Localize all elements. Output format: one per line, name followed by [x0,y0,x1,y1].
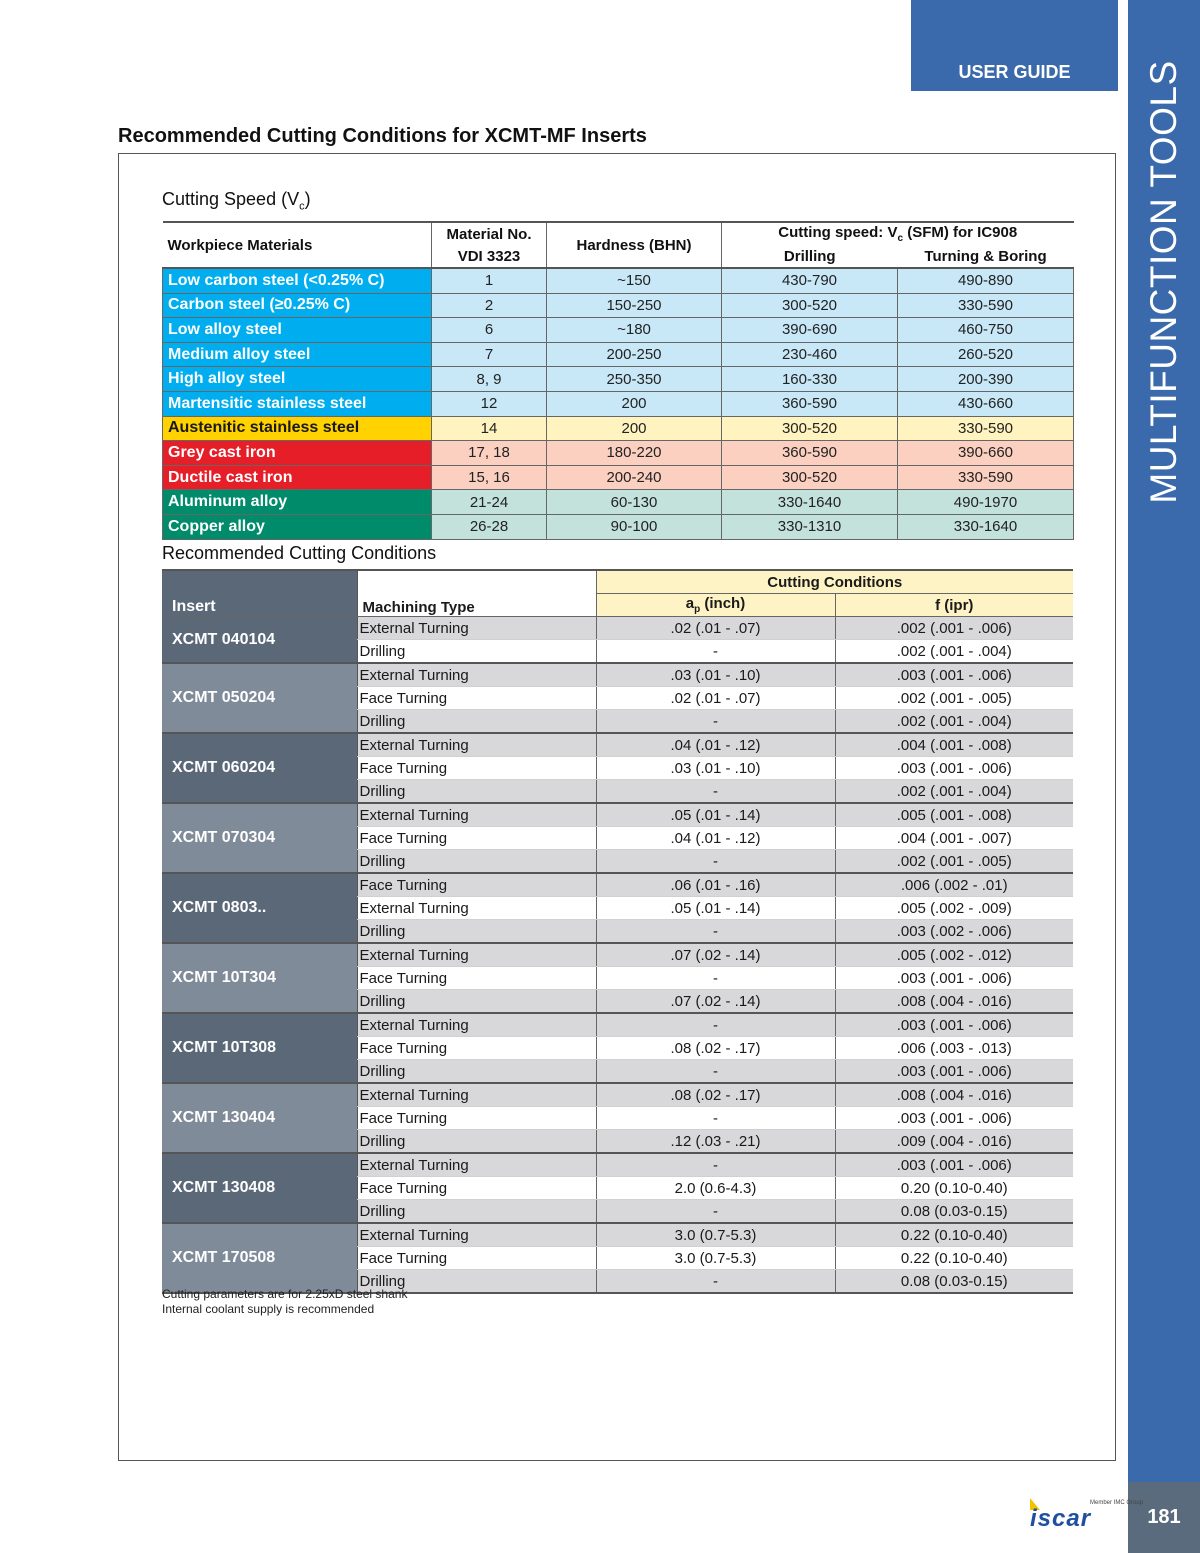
drilling-header: Drilling [722,245,898,268]
material-cell: Aluminum alloy [163,490,432,515]
condition-row [162,803,1073,827]
feed-cell: .004 (.001 - .008) [835,733,1073,757]
feed-cell: .004 (.001 - .007) [835,827,1073,850]
hardness-cell: 200 [547,416,722,441]
side-bar-label: MULTIFUNCTION TOOLS [1143,60,1184,504]
ap-cell: - [596,1060,835,1084]
insert-name-cell: XCMT 060204 [162,733,357,803]
machining-type-cell: External Turning [357,733,596,757]
feed-cell: .008 (.004 - .016) [835,1083,1073,1107]
drilling-speed-cell: 230-460 [722,342,898,367]
insert-name-cell: XCMT 10T308 [162,1013,357,1083]
ap-header: $a_p$ (inch) [596,594,835,617]
machining-type-cell: External Turning [357,1013,596,1037]
speed-row [163,416,1074,441]
logo-brand: iscar [1030,1505,1092,1532]
ap-cell: - [596,920,835,944]
condition-row [162,943,1073,967]
material-cell: Ductile cast iron [163,465,432,490]
material-no-cell: 8, 9 [432,367,547,392]
ap-cell: .04 (.01 - .12) [596,733,835,757]
machining-type-cell: Face Turning [357,1177,596,1200]
turning-speed-cell: 330-590 [898,416,1074,441]
machining-type-cell: Face Turning [357,1247,596,1270]
speed-row [163,342,1074,367]
page-number-label: 181 [1147,1506,1181,1528]
condition-row [162,1153,1073,1177]
insert-name-cell: XCMT 10T304 [162,943,357,1013]
ap-cell: - [596,1107,835,1130]
turning-speed-cell: 330-1640 [898,514,1074,539]
speed-row [163,268,1074,293]
feed-cell: .006 (.003 - .013) [835,1037,1073,1060]
header-tab [911,0,1118,91]
cutting-speed-table [162,221,1074,540]
hardness-cell: ~150 [547,268,722,293]
material-cell: Low alloy steel [163,318,432,343]
cutting-speed-header: Cutting speed: $V_c$ (SFM) for IC908 [722,222,1074,245]
ap-cell: - [596,850,835,874]
condition-row [162,1013,1073,1037]
material-no-header: Material No. [432,222,547,245]
workpiece-materials-header: Workpiece Materials [163,222,432,268]
drilling-speed-cell: 390-690 [722,318,898,343]
ap-cell: .07 (.02 - .14) [596,943,835,967]
hardness-cell: 200 [547,391,722,416]
material-no-cell: 21-24 [432,490,547,515]
ap-cell: - [596,1013,835,1037]
feed-cell: 0.22 (0.10-0.40) [835,1247,1073,1270]
drilling-speed-cell: 330-1640 [722,490,898,515]
feed-cell: .006 (.002 - .01) [835,873,1073,897]
feed-cell: .005 (.001 - .008) [835,803,1073,827]
material-cell: Carbon steel (≥0.25% C) [163,293,432,318]
header-tab-label: USER GUIDE [958,62,1071,82]
machining-type-header: Machining Type [357,594,596,617]
speed-row [163,318,1074,343]
speed-row [163,441,1074,466]
material-cell: High alloy steel [163,367,432,392]
hardness-cell: 60-130 [547,490,722,515]
machining-type-cell: Drilling [357,1130,596,1154]
material-cell: Copper alloy [163,514,432,539]
material-no-cell: 1 [432,268,547,293]
ap-cell: .05 (.01 - .14) [596,897,835,920]
ap-cell: - [596,1200,835,1224]
drilling-speed-cell: 360-590 [722,441,898,466]
hardness-cell: 250-350 [547,367,722,392]
ap-cell: .08 (.02 - .17) [596,1083,835,1107]
drilling-speed-cell: 430-790 [722,268,898,293]
footnote-coolant: Internal coolant supply is recommended [162,1302,375,1316]
feed-cell: .008 (.004 - .016) [835,990,1073,1014]
ap-cell: .03 (.01 - .10) [596,757,835,780]
insert-name-cell: XCMT 130408 [162,1153,357,1223]
material-no-cell: 17, 18 [432,441,547,466]
ap-cell: .03 (.01 - .10) [596,663,835,687]
hardness-cell: ~180 [547,318,722,343]
insert-header: Insert [162,594,357,617]
feed-cell: .003 (.001 - .006) [835,757,1073,780]
material-no-cell: 14 [432,416,547,441]
machining-type-cell: External Turning [357,1153,596,1177]
logo-tagline: Member IMC Group [1090,1500,1144,1506]
ap-cell: - [596,967,835,990]
feed-cell: .002 (.001 - .004) [835,780,1073,804]
feed-cell: .002 (.001 - .005) [835,687,1073,710]
page-number [1128,1482,1200,1553]
ap-cell: .04 (.01 - .12) [596,827,835,850]
machining-type-cell: Drilling [357,1060,596,1084]
speed-row [163,490,1074,515]
ap-cell: .08 (.02 - .17) [596,1037,835,1060]
vdi-header: VDI 3323 [432,245,547,268]
machining-type-cell: Face Turning [357,827,596,850]
speed-section-title: Cutting Speed $(V_c)$ [162,189,311,213]
condition-row [162,663,1073,687]
cutting-conditions-header: Cutting Conditions [596,570,1073,594]
insert-name-cell: XCMT 130404 [162,1083,357,1153]
hardness-cell: 90-100 [547,514,722,539]
insert-name-cell: XCMT 050204 [162,663,357,733]
feed-cell: 0.20 (0.10-0.40) [835,1177,1073,1200]
condition-row [162,1083,1073,1107]
machining-type-cell: Drilling [357,920,596,944]
turning-speed-cell: 430-660 [898,391,1074,416]
turning-speed-cell: 200-390 [898,367,1074,392]
ap-cell: - [596,780,835,804]
material-cell: Low carbon steel (<0.25% C) [163,268,432,293]
feed-cell: .005 (.002 - .012) [835,943,1073,967]
ap-cell: .02 (.01 - .07) [596,687,835,710]
ap-cell: - [596,640,835,664]
condition-row [162,617,1073,640]
turning-speed-cell: 330-590 [898,465,1074,490]
machining-type-cell: Drilling [357,710,596,734]
material-no-cell: 2 [432,293,547,318]
feed-cell: .003 (.001 - .006) [835,1013,1073,1037]
machining-type-cell: External Turning [357,1223,596,1247]
machining-type-cell: Face Turning [357,757,596,780]
hardness-cell: 200-240 [547,465,722,490]
machining-type-cell: External Turning [357,943,596,967]
drilling-speed-cell: 300-520 [722,416,898,441]
feed-cell: .002 (.001 - .004) [835,640,1073,664]
feed-cell: .003 (.001 - .006) [835,1060,1073,1084]
ap-cell: - [596,710,835,734]
drilling-speed-cell: 300-520 [722,465,898,490]
machining-type-cell: Face Turning [357,1107,596,1130]
insert-name-cell: XCMT 0803.. [162,873,357,943]
machining-type-cell: Drilling [357,780,596,804]
ap-cell: .12 (.03 - .21) [596,1130,835,1154]
feed-cell: .002 (.001 - .005) [835,850,1073,874]
machining-type-cell: Face Turning [357,1037,596,1060]
feed-cell: .003 (.002 - .006) [835,920,1073,944]
footnote-shank: Cutting parameters are for 2.25xD steel shank [162,1287,408,1301]
insert-name-cell: XCMT 170508 [162,1223,357,1293]
condition-row [162,733,1073,757]
feed-cell: 0.08 (0.03-0.15) [835,1200,1073,1224]
material-no-cell: 6 [432,318,547,343]
turning-speed-cell: 490-890 [898,268,1074,293]
feed-cell: .003 (.001 - .006) [835,967,1073,990]
turning-speed-cell: 330-590 [898,293,1074,318]
drilling-speed-cell: 160-330 [722,367,898,392]
turning-boring-header: Turning & Boring [898,245,1074,268]
material-no-cell: 12 [432,391,547,416]
hardness-cell: 200-250 [547,342,722,367]
feed-cell: .005 (.002 - .009) [835,897,1073,920]
machining-type-cell: Face Turning [357,873,596,897]
ap-cell: .02 (.01 - .07) [596,617,835,640]
machining-type-cell: External Turning [357,803,596,827]
material-cell: Medium alloy steel [163,342,432,367]
ap-cell: .06 (.01 - .16) [596,873,835,897]
feed-cell: 0.22 (0.10-0.40) [835,1223,1073,1247]
material-cell: Grey cast iron [163,441,432,466]
insert-name-cell: XCMT 040104 [162,617,357,664]
machining-type-cell: Face Turning [357,687,596,710]
insert-name-cell: XCMT 070304 [162,803,357,873]
material-cell: Austenitic stainless steel [163,416,432,441]
hardness-cell: 150-250 [547,293,722,318]
machining-type-cell: Face Turning [357,967,596,990]
turning-speed-cell: 260-520 [898,342,1074,367]
ap-cell: .07 (.02 - .14) [596,990,835,1014]
feed-cell: .003 (.001 - .006) [835,1153,1073,1177]
iscar-logo [1026,1492,1144,1532]
ap-cell: .05 (.01 - .14) [596,803,835,827]
feed-cell: .009 (.004 - .016) [835,1130,1073,1154]
ap-cell: 3.0 (0.7-5.3) [596,1223,835,1247]
feed-cell: .003 (.001 - .006) [835,663,1073,687]
ap-cell: - [596,1153,835,1177]
material-cell: Martensitic stainless steel [163,391,432,416]
material-no-cell: 26-28 [432,514,547,539]
turning-speed-cell: 390-660 [898,441,1074,466]
ap-cell: - [596,1270,835,1294]
drilling-speed-cell: 360-590 [722,391,898,416]
hardness-cell: 180-220 [547,441,722,466]
feed-header: f (ipr) [835,594,1073,617]
feed-cell: .002 (.001 - .004) [835,710,1073,734]
hardness-header: Hardness (BHN) [547,222,722,268]
machining-type-cell: Drilling [357,850,596,874]
machining-type-cell: External Turning [357,617,596,640]
machining-type-cell: Drilling [357,1270,596,1294]
turning-speed-cell: 460-750 [898,318,1074,343]
drilling-speed-cell: 300-520 [722,293,898,318]
machining-type-cell: Drilling [357,990,596,1014]
condition-row [162,873,1073,897]
page-title: Recommended Cutting Conditions for XCMT-MF Inserts [118,125,647,147]
speed-row [163,391,1074,416]
ap-cell: 2.0 (0.6-4.3) [596,1177,835,1200]
speed-row [163,367,1074,392]
speed-row [163,514,1074,539]
speed-row [163,293,1074,318]
feed-cell: 0.08 (0.03-0.15) [835,1270,1073,1294]
turning-speed-cell: 490-1970 [898,490,1074,515]
drilling-speed-cell: 330-1310 [722,514,898,539]
material-no-cell: 7 [432,342,547,367]
machining-type-cell: External Turning [357,1083,596,1107]
machining-type-cell: Drilling [357,1200,596,1224]
machining-type-cell: External Turning [357,897,596,920]
feed-cell: .003 (.001 - .006) [835,1107,1073,1130]
speed-row [163,465,1074,490]
feed-cell: .002 (.001 - .006) [835,617,1073,640]
machining-type-cell: Drilling [357,640,596,664]
ap-cell: 3.0 (0.7-5.3) [596,1247,835,1270]
condition-row [162,1223,1073,1247]
machining-type-cell: External Turning [357,663,596,687]
conditions-section-title: Recommended Cutting Conditions [162,543,437,563]
side-bar [1128,0,1200,1482]
cutting-conditions-table [162,569,1073,1294]
material-no-cell: 15, 16 [432,465,547,490]
